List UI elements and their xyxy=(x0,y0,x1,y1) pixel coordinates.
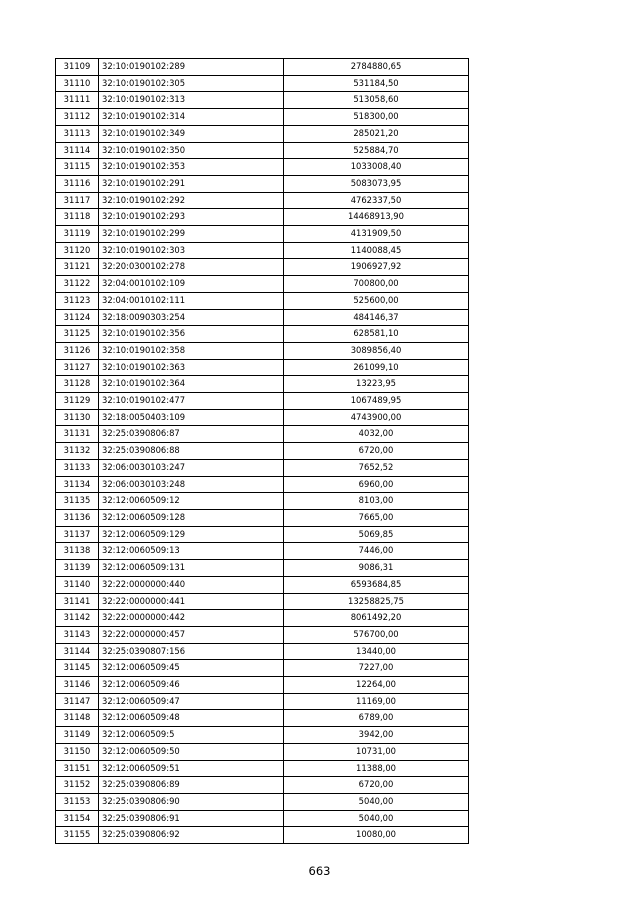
value-cell: 10080,00 xyxy=(284,827,469,844)
row-number-cell: 31109 xyxy=(56,59,99,76)
row-number-cell: 31149 xyxy=(56,727,99,744)
table-row xyxy=(56,643,469,660)
cadastral-number-cell: 32:25:0390806:87 xyxy=(99,426,284,443)
cadastral-number-cell: 32:06:0030103:248 xyxy=(99,476,284,493)
row-number-cell: 31127 xyxy=(56,359,99,376)
value-cell: 4743900,00 xyxy=(284,409,469,426)
table-row xyxy=(56,476,469,493)
value-cell: 484146,37 xyxy=(284,309,469,326)
cadastral-number-cell: 32:10:0190102:314 xyxy=(99,109,284,126)
cadastral-number-cell: 32:10:0190102:303 xyxy=(99,242,284,259)
cadastral-number-cell: 32:12:0060509:47 xyxy=(99,693,284,710)
value-cell: 8061492,20 xyxy=(284,610,469,627)
table-row xyxy=(56,560,469,577)
value-cell: 5069,85 xyxy=(284,526,469,543)
table-row xyxy=(56,159,469,176)
cadastral-number-cell: 32:22:0000000:441 xyxy=(99,593,284,610)
row-number-cell: 31147 xyxy=(56,693,99,710)
cadastral-number-cell: 32:12:0060509:48 xyxy=(99,710,284,727)
value-cell: 14468913,90 xyxy=(284,209,469,226)
table-row xyxy=(56,226,469,243)
value-cell: 9086,31 xyxy=(284,560,469,577)
cadastral-number-cell: 32:10:0190102:313 xyxy=(99,92,284,109)
cadastral-number-cell: 32:25:0390807:156 xyxy=(99,643,284,660)
table-row xyxy=(56,326,469,343)
cadastral-number-cell: 32:12:0060509:131 xyxy=(99,560,284,577)
table-row xyxy=(56,276,469,293)
value-cell: 4762337,50 xyxy=(284,192,469,209)
value-cell: 1067489,95 xyxy=(284,393,469,410)
row-number-cell: 31140 xyxy=(56,576,99,593)
value-cell: 5040,00 xyxy=(284,810,469,827)
row-number-cell: 31145 xyxy=(56,660,99,677)
row-number-cell: 31120 xyxy=(56,242,99,259)
cadastral-number-cell: 32:12:0060509:13 xyxy=(99,543,284,560)
table-row xyxy=(56,75,469,92)
cadastral-number-cell: 32:25:0390806:91 xyxy=(99,810,284,827)
cadastral-number-cell: 32:18:0050403:109 xyxy=(99,409,284,426)
table-row xyxy=(56,309,469,326)
value-cell: 576700,00 xyxy=(284,626,469,643)
row-number-cell: 31122 xyxy=(56,276,99,293)
row-number-cell: 31155 xyxy=(56,827,99,844)
table-row xyxy=(56,209,469,226)
row-number-cell: 31151 xyxy=(56,760,99,777)
table-row xyxy=(56,727,469,744)
value-cell: 6720,00 xyxy=(284,777,469,794)
row-number-cell: 31112 xyxy=(56,109,99,126)
row-number-cell: 31137 xyxy=(56,526,99,543)
table-row xyxy=(56,827,469,844)
table-row xyxy=(56,793,469,810)
value-cell: 10731,00 xyxy=(284,743,469,760)
value-cell: 13440,00 xyxy=(284,643,469,660)
value-cell: 4032,00 xyxy=(284,426,469,443)
row-number-cell: 31113 xyxy=(56,125,99,142)
cadastral-number-cell: 32:12:0060509:12 xyxy=(99,493,284,510)
value-cell: 525600,00 xyxy=(284,292,469,309)
table-row xyxy=(56,743,469,760)
value-cell: 11169,00 xyxy=(284,693,469,710)
row-number-cell: 31124 xyxy=(56,309,99,326)
cadastral-number-cell: 32:10:0190102:299 xyxy=(99,226,284,243)
value-cell: 2784880,65 xyxy=(284,59,469,76)
table-row xyxy=(56,59,469,76)
value-cell: 6789,00 xyxy=(284,710,469,727)
value-cell: 285021,20 xyxy=(284,125,469,142)
value-cell: 261099,10 xyxy=(284,359,469,376)
cadastral-number-cell: 32:12:0060509:5 xyxy=(99,727,284,744)
value-cell: 3942,00 xyxy=(284,727,469,744)
row-number-cell: 31152 xyxy=(56,777,99,794)
value-cell: 11388,00 xyxy=(284,760,469,777)
table-row xyxy=(56,342,469,359)
table-row xyxy=(56,109,469,126)
row-number-cell: 31125 xyxy=(56,326,99,343)
table-row xyxy=(56,777,469,794)
row-number-cell: 31132 xyxy=(56,443,99,460)
row-number-cell: 31128 xyxy=(56,376,99,393)
row-number-cell: 31130 xyxy=(56,409,99,426)
cadastral-number-cell: 32:10:0190102:353 xyxy=(99,159,284,176)
cadastral-number-cell: 32:10:0190102:293 xyxy=(99,209,284,226)
cadastral-number-cell: 32:12:0060509:46 xyxy=(99,677,284,694)
value-cell: 12264,00 xyxy=(284,677,469,694)
row-number-cell: 31135 xyxy=(56,493,99,510)
value-cell: 5040,00 xyxy=(284,793,469,810)
table-row xyxy=(56,175,469,192)
row-number-cell: 31110 xyxy=(56,75,99,92)
table-row xyxy=(56,426,469,443)
cadastral-number-cell: 32:25:0390806:88 xyxy=(99,443,284,460)
row-number-cell: 31111 xyxy=(56,92,99,109)
row-number-cell: 31123 xyxy=(56,292,99,309)
table-row xyxy=(56,693,469,710)
table-row xyxy=(56,760,469,777)
table-row xyxy=(56,710,469,727)
table-row xyxy=(56,459,469,476)
table-row xyxy=(56,526,469,543)
value-cell: 7227,00 xyxy=(284,660,469,677)
cadastral-number-cell: 32:10:0190102:349 xyxy=(99,125,284,142)
table-row xyxy=(56,543,469,560)
table-row xyxy=(56,125,469,142)
value-cell: 4131909,50 xyxy=(284,226,469,243)
page-number: 663 xyxy=(308,864,331,878)
cadastral-number-cell: 32:10:0190102:292 xyxy=(99,192,284,209)
table-row xyxy=(56,142,469,159)
cadastral-number-cell: 32:10:0190102:358 xyxy=(99,342,284,359)
row-number-cell: 31154 xyxy=(56,810,99,827)
row-number-cell: 31138 xyxy=(56,543,99,560)
table-row xyxy=(56,259,469,276)
cadastral-number-cell: 32:10:0190102:363 xyxy=(99,359,284,376)
cadastral-number-cell: 32:22:0000000:442 xyxy=(99,610,284,627)
value-cell: 531184,50 xyxy=(284,75,469,92)
table-row xyxy=(56,359,469,376)
table-row xyxy=(56,626,469,643)
value-cell: 13258825,75 xyxy=(284,593,469,610)
cadastral-number-cell: 32:04:0010102:109 xyxy=(99,276,284,293)
row-number-cell: 31131 xyxy=(56,426,99,443)
table-row xyxy=(56,192,469,209)
value-cell: 8103,00 xyxy=(284,493,469,510)
cadastral-number-cell: 32:10:0190102:289 xyxy=(99,59,284,76)
row-number-cell: 31139 xyxy=(56,560,99,577)
row-number-cell: 31119 xyxy=(56,226,99,243)
table-row xyxy=(56,576,469,593)
value-cell: 513058,60 xyxy=(284,92,469,109)
cadastral-number-cell: 32:10:0190102:291 xyxy=(99,175,284,192)
cadastral-number-cell: 32:12:0060509:51 xyxy=(99,760,284,777)
cadastral-number-cell: 32:12:0060509:45 xyxy=(99,660,284,677)
value-cell: 1140088,45 xyxy=(284,242,469,259)
cadastral-number-cell: 32:25:0390806:90 xyxy=(99,793,284,810)
row-number-cell: 31144 xyxy=(56,643,99,660)
value-cell: 13223,95 xyxy=(284,376,469,393)
row-number-cell: 31148 xyxy=(56,710,99,727)
value-cell: 7652,52 xyxy=(284,459,469,476)
row-number-cell: 31117 xyxy=(56,192,99,209)
row-number-cell: 31153 xyxy=(56,793,99,810)
row-number-cell: 31116 xyxy=(56,175,99,192)
row-number-cell: 31129 xyxy=(56,393,99,410)
table-row xyxy=(56,443,469,460)
cadastral-number-cell: 32:20:0300102:278 xyxy=(99,259,284,276)
cadastral-number-cell: 32:22:0000000:440 xyxy=(99,576,284,593)
row-number-cell: 31114 xyxy=(56,142,99,159)
cadastral-number-cell: 32:06:0030103:247 xyxy=(99,459,284,476)
value-cell: 3089856,40 xyxy=(284,342,469,359)
row-number-cell: 31150 xyxy=(56,743,99,760)
table-row xyxy=(56,610,469,627)
table-row xyxy=(56,292,469,309)
cadastral-number-cell: 32:10:0190102:477 xyxy=(99,393,284,410)
value-cell: 525884,70 xyxy=(284,142,469,159)
cadastral-value-table xyxy=(55,58,469,844)
table-row xyxy=(56,660,469,677)
table-row xyxy=(56,509,469,526)
row-number-cell: 31134 xyxy=(56,476,99,493)
cadastral-number-cell: 32:12:0060509:128 xyxy=(99,509,284,526)
value-cell: 1033008,40 xyxy=(284,159,469,176)
table-body xyxy=(56,59,469,844)
value-cell: 7446,00 xyxy=(284,543,469,560)
cadastral-number-cell: 32:12:0060509:50 xyxy=(99,743,284,760)
row-number-cell: 31141 xyxy=(56,593,99,610)
table-row xyxy=(56,92,469,109)
row-number-cell: 31121 xyxy=(56,259,99,276)
row-number-cell: 31133 xyxy=(56,459,99,476)
row-number-cell: 31118 xyxy=(56,209,99,226)
row-number-cell: 31143 xyxy=(56,626,99,643)
value-cell: 5083073,95 xyxy=(284,175,469,192)
row-number-cell: 31126 xyxy=(56,342,99,359)
cadastral-number-cell: 32:25:0390806:92 xyxy=(99,827,284,844)
value-cell: 628581,10 xyxy=(284,326,469,343)
cadastral-number-cell: 32:04:0010102:111 xyxy=(99,292,284,309)
value-cell: 1906927,92 xyxy=(284,259,469,276)
cadastral-number-cell: 32:10:0190102:364 xyxy=(99,376,284,393)
table-row xyxy=(56,242,469,259)
cadastral-number-cell: 32:25:0390806:89 xyxy=(99,777,284,794)
row-number-cell: 31142 xyxy=(56,610,99,627)
row-number-cell: 31115 xyxy=(56,159,99,176)
table-row xyxy=(56,393,469,410)
table-row xyxy=(56,493,469,510)
value-cell: 6720,00 xyxy=(284,443,469,460)
value-cell: 700800,00 xyxy=(284,276,469,293)
cadastral-number-cell: 32:18:0090303:254 xyxy=(99,309,284,326)
cadastral-number-cell: 32:10:0190102:350 xyxy=(99,142,284,159)
table-row xyxy=(56,677,469,694)
cadastral-number-cell: 32:10:0190102:305 xyxy=(99,75,284,92)
value-cell: 6593684,85 xyxy=(284,576,469,593)
row-number-cell: 31146 xyxy=(56,677,99,694)
table-row xyxy=(56,810,469,827)
cadastral-number-cell: 32:12:0060509:129 xyxy=(99,526,284,543)
table-row xyxy=(56,376,469,393)
value-cell: 518300,00 xyxy=(284,109,469,126)
cadastral-number-cell: 32:22:0000000:457 xyxy=(99,626,284,643)
value-cell: 7665,00 xyxy=(284,509,469,526)
value-cell: 6960,00 xyxy=(284,476,469,493)
table-row xyxy=(56,409,469,426)
table-row xyxy=(56,593,469,610)
cadastral-number-cell: 32:10:0190102:356 xyxy=(99,326,284,343)
row-number-cell: 31136 xyxy=(56,509,99,526)
